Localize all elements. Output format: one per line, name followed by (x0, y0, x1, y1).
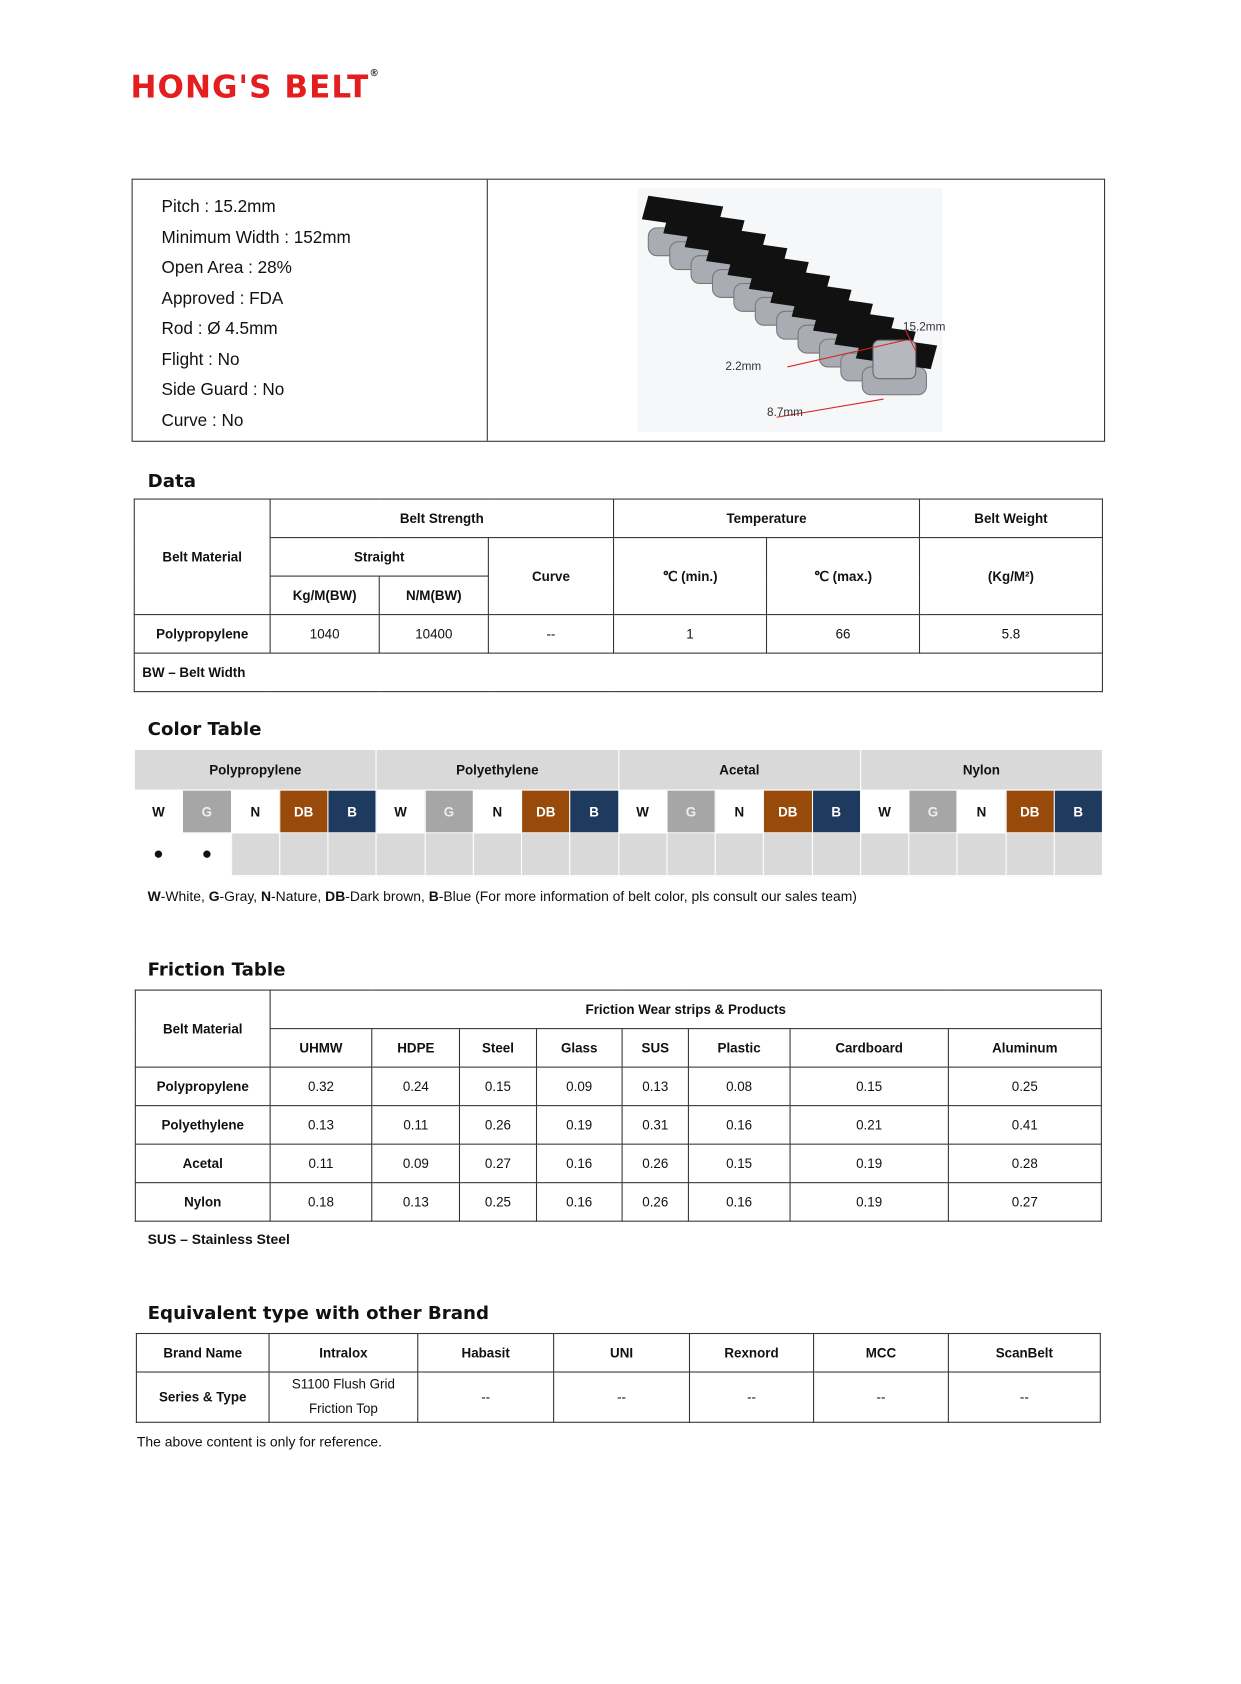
color-code: G (425, 790, 473, 833)
color-code: N (715, 790, 763, 833)
table-row (135, 1144, 1101, 1183)
color-code: B (570, 790, 618, 833)
belt-illustration (488, 180, 1104, 441)
friction-table (135, 990, 1102, 1222)
brand-header: ScanBelt (948, 1334, 1100, 1373)
cell: 0.26 (460, 1106, 536, 1145)
color-availability (812, 833, 860, 876)
cell: -- (814, 1372, 949, 1422)
data-note: BW – Belt Width (134, 653, 1102, 692)
color-availability (715, 833, 763, 876)
header-belt-weight: Belt Weight (919, 499, 1102, 538)
color-code: B (1054, 790, 1102, 833)
cell: 0.16 (536, 1144, 622, 1183)
equiv-table (136, 1333, 1101, 1423)
cell: 10400 (379, 615, 488, 654)
brand-header: Brand Name (136, 1334, 269, 1373)
color-material: Acetal (618, 749, 860, 790)
brand-header: Intralox (269, 1334, 418, 1373)
header-friction-group: Friction Wear strips & Products (270, 990, 1101, 1029)
cell: 0.32 (270, 1067, 372, 1106)
spec-item: Pitch : 15.2mm (161, 197, 276, 217)
header-tmin: ℃ (min.) (614, 538, 767, 615)
cell: 1040 (270, 615, 379, 654)
cell: 0.13 (372, 1183, 460, 1222)
color-availability (764, 833, 812, 876)
spec-item: Open Area : 28% (161, 258, 292, 278)
spec-item: Minimum Width : 152mm (161, 228, 351, 247)
color-availability (473, 833, 521, 876)
data-heading: Data (147, 470, 196, 493)
header-nm: N/M(BW) (379, 576, 488, 615)
dim-height: 8.7mm (767, 406, 803, 420)
table-row (135, 1183, 1101, 1222)
cell: -- (418, 1372, 554, 1422)
color-code: G (183, 790, 231, 833)
cell: 0.25 (460, 1183, 536, 1222)
friction-note: SUS – Stainless Steel (147, 1231, 290, 1248)
cell: -- (488, 615, 613, 654)
header-straight: Straight (270, 538, 488, 577)
color-code: DB (522, 790, 570, 833)
color-availability: ● (183, 833, 231, 876)
header-temperature: Temperature (614, 499, 920, 538)
spec-item: Side Guard : No (161, 380, 285, 400)
table-row (135, 1106, 1101, 1145)
header-belt-material: Belt Material (134, 499, 270, 615)
cell: 0.15 (790, 1067, 948, 1106)
brand-header: MCC (814, 1334, 949, 1373)
cell: -- (689, 1372, 813, 1422)
cell: 0.27 (460, 1144, 536, 1183)
cell: -- (554, 1372, 690, 1422)
color-availability (279, 833, 327, 876)
color-code: G (909, 790, 957, 833)
friction-col: Glass (536, 1029, 622, 1068)
header-weight-unit: (Kg/M²) (919, 538, 1102, 615)
color-code: B (812, 790, 860, 833)
color-availability (425, 833, 473, 876)
cell: 0.16 (688, 1183, 790, 1222)
color-availability (618, 833, 666, 876)
color-availability (376, 833, 424, 876)
cell: 0.15 (688, 1144, 790, 1183)
color-table (134, 749, 1103, 876)
intralox-line: Friction Top (308, 1401, 378, 1417)
brand-header: Habasit (418, 1334, 554, 1373)
color-code: N (231, 790, 279, 833)
cell: 0.25 (948, 1067, 1101, 1106)
data-table (134, 499, 1103, 693)
friction-heading: Friction Table (147, 959, 286, 982)
cell: 0.13 (270, 1106, 372, 1145)
color-code: DB (1006, 790, 1054, 833)
color-availability (909, 833, 957, 876)
cell: 0.26 (622, 1183, 688, 1222)
header-belt-material: Belt Material (135, 990, 270, 1067)
color-code: W (860, 790, 908, 833)
color-code: B (328, 790, 376, 833)
cell: 0.16 (536, 1183, 622, 1222)
cell: 0.41 (948, 1106, 1101, 1145)
cell: 0.09 (372, 1144, 460, 1183)
cell: 0.28 (948, 1144, 1101, 1183)
friction-col: Steel (460, 1029, 536, 1068)
cell: Acetal (135, 1144, 270, 1183)
spec-item: Rod : Ø 4.5mm (161, 319, 278, 339)
color-availability: ● (134, 833, 182, 876)
cell: 66 (767, 615, 920, 654)
color-code: W (376, 790, 424, 833)
friction-col: Plastic (688, 1029, 790, 1068)
logo: HONG'S BELT® (130, 68, 381, 105)
spec-item: Approved : FDA (161, 289, 284, 308)
cell: 0.21 (790, 1106, 948, 1145)
intralox-type (269, 1372, 418, 1422)
spec-item: Curve : No (161, 411, 244, 430)
brand-header: UNI (554, 1334, 690, 1373)
cell: 0.09 (536, 1067, 622, 1106)
header-kg: Kg/M(BW) (270, 576, 379, 615)
equiv-heading: Equivalent type with other Brand (147, 1303, 490, 1325)
header-curve: Curve (488, 538, 613, 615)
color-material: Polypropylene (134, 749, 376, 790)
table-row (134, 615, 1102, 654)
cell: Polypropylene (135, 1067, 270, 1106)
color-material: Polyethylene (376, 749, 618, 790)
color-availability (1006, 833, 1054, 876)
footer-note: The above content is only for reference. (136, 1433, 383, 1450)
brand-header: Rexnord (689, 1334, 813, 1373)
color-heading: Color Table (147, 718, 262, 741)
color-code: W (134, 790, 182, 833)
cell: 0.27 (948, 1183, 1101, 1222)
color-availability (328, 833, 376, 876)
cell: 0.18 (270, 1183, 372, 1222)
dim-pitch: 15.2mm (902, 320, 946, 334)
cell: 0.11 (372, 1106, 460, 1145)
color-availability (860, 833, 908, 876)
header-tmax: ℃ (max.) (767, 538, 920, 615)
cell: 0.19 (536, 1106, 622, 1145)
color-availability (667, 833, 715, 876)
cell: Nylon (135, 1183, 270, 1222)
cell: 0.31 (622, 1106, 688, 1145)
cell: 5.8 (919, 615, 1102, 654)
cell: 0.19 (790, 1144, 948, 1183)
color-availability (231, 833, 279, 876)
table-row (135, 1067, 1101, 1106)
cell: 0.16 (688, 1106, 790, 1145)
color-legend: W-White, G-Gray, N-Nature, DB-Dark brown, B-Blue (For more information of belt color, pls consult our sales team) (147, 887, 857, 904)
color-availability (1054, 833, 1102, 876)
color-code: G (667, 790, 715, 833)
friction-col: SUS (622, 1029, 688, 1068)
cell: 0.19 (790, 1183, 948, 1222)
cell: Polyethylene (135, 1106, 270, 1145)
friction-col: UHMW (270, 1029, 372, 1068)
row-label: Series & Type (136, 1372, 269, 1422)
cell: 1 (614, 615, 767, 654)
color-code: DB (279, 790, 327, 833)
dim-thickness: 2.2mm (725, 360, 762, 374)
color-availability (570, 833, 618, 876)
friction-col: Cardboard (790, 1029, 948, 1068)
color-code: W (618, 790, 666, 833)
header-belt-strength: Belt Strength (270, 499, 613, 538)
cell: -- (948, 1372, 1100, 1422)
cell: 0.15 (460, 1067, 536, 1106)
spec-item: Flight : No (161, 350, 240, 369)
friction-col: HDPE (372, 1029, 460, 1068)
color-code: N (957, 790, 1005, 833)
cell: 0.11 (270, 1144, 372, 1183)
cell: 0.13 (622, 1067, 688, 1106)
cell: 0.26 (622, 1144, 688, 1183)
belt-image (488, 180, 1104, 441)
cell: 0.08 (688, 1067, 790, 1106)
cell: 0.24 (372, 1067, 460, 1106)
cell: Polypropylene (134, 615, 270, 654)
spec-list (133, 180, 488, 441)
friction-col: Aluminum (948, 1029, 1101, 1068)
color-availability (957, 833, 1005, 876)
intralox-line: S1100 Flush Grid (291, 1376, 395, 1392)
spec-box (132, 179, 1106, 442)
color-material: Nylon (860, 749, 1102, 790)
color-code: DB (764, 790, 812, 833)
color-availability (522, 833, 570, 876)
color-code: N (473, 790, 521, 833)
